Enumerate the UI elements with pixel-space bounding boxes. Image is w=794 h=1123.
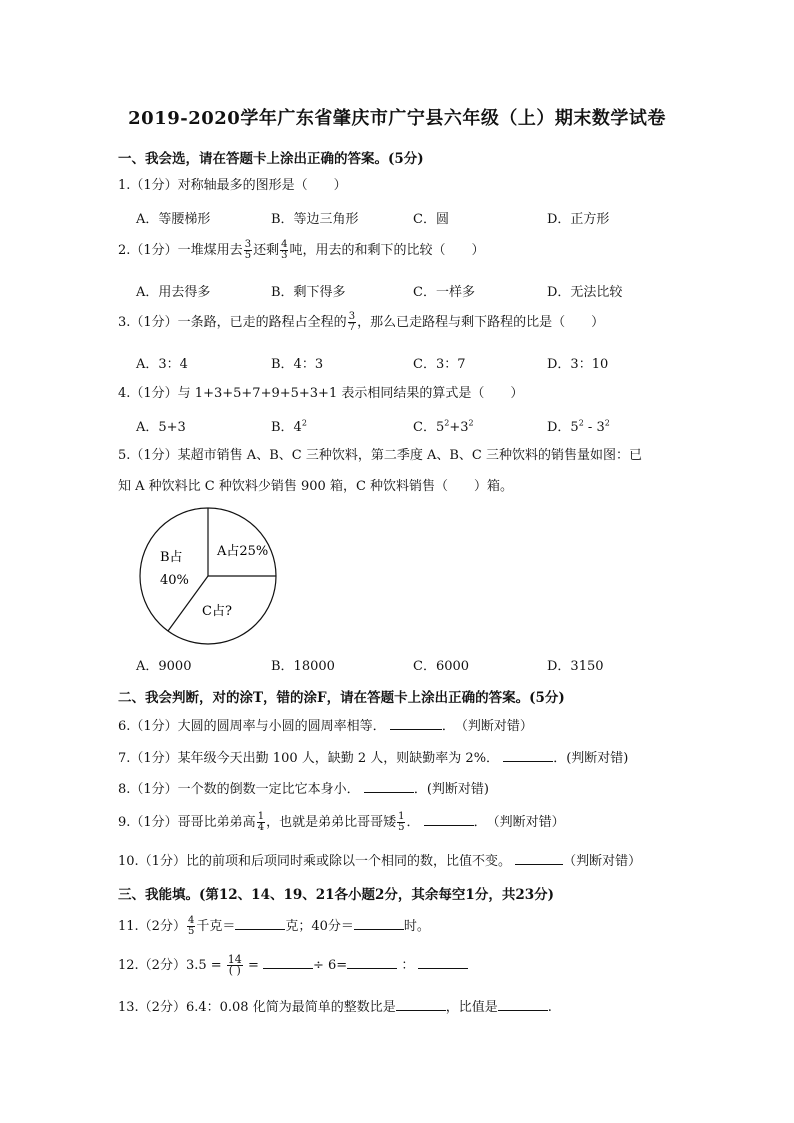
q5-option-c[interactable]: C．6000 (413, 659, 470, 674)
question-1-stem: 1.（1分）对称轴最多的图形是（ ） (118, 178, 347, 193)
q12-fraction: $\frac{14}{( )}$ (227, 953, 242, 977)
q3-option-a[interactable]: A．3：4 (136, 357, 188, 372)
question-5-line-2: 知 A 种饮料比 C 种饮料少销售 900 箱，C 种饮料销售（ ）箱。 (118, 479, 514, 494)
q7-answer-blank[interactable] (503, 749, 553, 762)
section-heading-1: 一、我会选，请在答题卡上涂出正确的答案。(5分) (118, 151, 424, 167)
q2-option-d[interactable]: D．无法比较 (547, 285, 623, 300)
q11-text-1: 千克＝ (196, 919, 236, 934)
pie-label-b-line-1: B占 (160, 550, 183, 565)
q10-tail: （判断对错） (563, 854, 642, 869)
q9-text-2: ，也就是弟弟比哥哥矮 (266, 815, 397, 830)
q11-fraction: $\frac{4}{5}$ (187, 915, 195, 937)
q5-option-a[interactable]: A．9000 (136, 659, 192, 674)
q3-option-d[interactable]: D．3：10 (547, 357, 609, 372)
q10-answer-blank[interactable] (515, 852, 563, 865)
q3-text-1: 3.（1分）一条路，已走的路程占全程的 (118, 315, 347, 330)
pie-label-c: C占? (202, 604, 232, 619)
q2-option-c[interactable]: C．一样多 (413, 285, 475, 300)
question-9: 9.（1分）哥哥比弟弟高 $\frac{1}{4}$ ，也就是弟弟比哥哥矮 $\frac{1}{5}$ ． ． （判断对错） (118, 811, 565, 833)
q3-option-c[interactable]: C．3：7 (413, 357, 466, 372)
question-10 (118, 852, 641, 871)
q9-fraction-1: $\frac{1}{4}$ (257, 811, 265, 833)
q13-text-2: ，比值是 (445, 1000, 498, 1015)
question-8 (118, 780, 489, 799)
q1-option-b[interactable]: B．等边三角形 (271, 212, 359, 227)
q10-text: 10.（1分）比的前项和后项同时乘或除以一个相同的数，比值不变。 (118, 854, 511, 869)
q12-answer-blank-1[interactable] (263, 956, 313, 969)
q8-tail: ．(判断对错) (413, 782, 489, 797)
q11-number: 11.（2分） (118, 919, 186, 934)
q6-text: 6.（1分）大圆的圆周率与小圆的圆周率相等． (118, 719, 386, 734)
q8-answer-blank[interactable] (364, 780, 414, 793)
q11-answer-blank-2[interactable] (354, 917, 404, 930)
q6-tail: ． （判断对错） (441, 719, 533, 734)
q8-text: 8.（1分）一个数的倒数一定比它本身小． (118, 782, 360, 797)
q2-fraction-left: $\frac{4}{3}$ (281, 239, 288, 261)
q3-text-2: ，那么已走路程与剩下路程的比是（ ） (357, 315, 605, 330)
q12-answer-blank-2[interactable] (347, 956, 397, 969)
q11-answer-blank-1[interactable] (235, 917, 285, 930)
question-4-stem: 4.（1分）与 1+3+5+7+9+5+3+1 表示相同结果的算式是（ ） (118, 386, 524, 401)
q13-answer-blank-1[interactable] (396, 998, 446, 1011)
question-7 (118, 749, 628, 768)
q5-option-b[interactable]: B．18000 (271, 659, 335, 674)
q2-fraction-used: $\frac{3}{5}$ (244, 239, 252, 261)
q11-text-3: 时。 (403, 919, 430, 934)
q9-answer-blank[interactable] (424, 813, 474, 826)
page-title: 2019-2020学年广东省肇庆市广宁县六年级（上）期末数学试卷 (128, 108, 666, 129)
question-5-line-1: 5.（1分）某超市销售 A、B、C 三种饮料，第二季度 A、B、C 三种饮料的销售量如图：已 (118, 448, 642, 463)
q13-text-3: . (547, 1000, 552, 1015)
q12-text-1: = (247, 958, 259, 973)
q12-text-2: ÷ 6= (312, 958, 348, 973)
q12-text-0: 12.（2分）3.5 = (118, 958, 222, 973)
q3-option-b[interactable]: B．4：3 (271, 357, 324, 372)
q9-tail: ． （判断对错） (473, 815, 565, 830)
q2-text-1: 2.（1分）一堆煤用去 (118, 243, 243, 258)
q6-answer-blank[interactable] (390, 717, 442, 730)
q4-option-c[interactable]: C．$5^2+3^2$ (413, 418, 474, 435)
q12-answer-blank-3[interactable] (418, 956, 468, 969)
q1-option-c[interactable]: C．圆 (413, 212, 449, 227)
q13-text-1: 13.（2分）6.4：0.08 化简为最简单的整数比是 (118, 1000, 396, 1015)
q9-text-1: 9.（1分）哥哥比弟弟高 (118, 815, 256, 830)
pie-label-b-line-2: 40% (160, 573, 189, 588)
q2-option-b[interactable]: B．剩下得多 (271, 285, 346, 300)
q7-tail: ．(判断对错) (553, 751, 629, 766)
pie-label-a: A占25% (217, 544, 269, 559)
question-11 (118, 916, 430, 937)
q2-text-2: 还剩 (253, 243, 280, 258)
question-3-stem (118, 312, 604, 333)
q11-text-2: 克；40分＝ (285, 919, 354, 934)
q7-text: 7.（1分）某年级今天出勤 100 人，缺勤 2 人，则缺勤率为 2%． (118, 751, 500, 766)
q2-text-3: 吨，用去的和剩下的比较（ ） (289, 243, 485, 258)
q4-option-b[interactable]: B．$4^2$ (271, 418, 307, 435)
q5-pie-chart (138, 501, 282, 645)
q1-option-a[interactable]: A．等腰梯形 (136, 212, 211, 227)
q4-option-d[interactable]: D．$5^2 - 3^2$ (547, 418, 610, 435)
q5-option-d[interactable]: D．3150 (547, 659, 604, 674)
question-13 (118, 998, 552, 1017)
q4-option-a[interactable]: A．5+3 (136, 420, 186, 435)
q1-option-d[interactable]: D．正方形 (547, 212, 610, 227)
q9-fraction-2: $\frac{1}{5}$ (398, 811, 405, 833)
q12-text-3: ： (401, 958, 415, 973)
question-6 (118, 717, 533, 736)
q2-option-a[interactable]: A．用去得多 (136, 285, 211, 300)
q13-answer-blank-2[interactable] (498, 998, 548, 1011)
question-2-stem (118, 240, 484, 261)
question-12 (118, 955, 468, 976)
section-heading-3: 三、我能填。(第12、14、19、21各小题2分，其余每空1分，共23分) (118, 887, 554, 903)
section-heading-2: 二、我会判断，对的涂T，错的涂F，请在答题卡上涂出正确的答案。(5分) (118, 690, 565, 706)
q3-fraction: $\frac{3}{7}$ (348, 311, 356, 333)
